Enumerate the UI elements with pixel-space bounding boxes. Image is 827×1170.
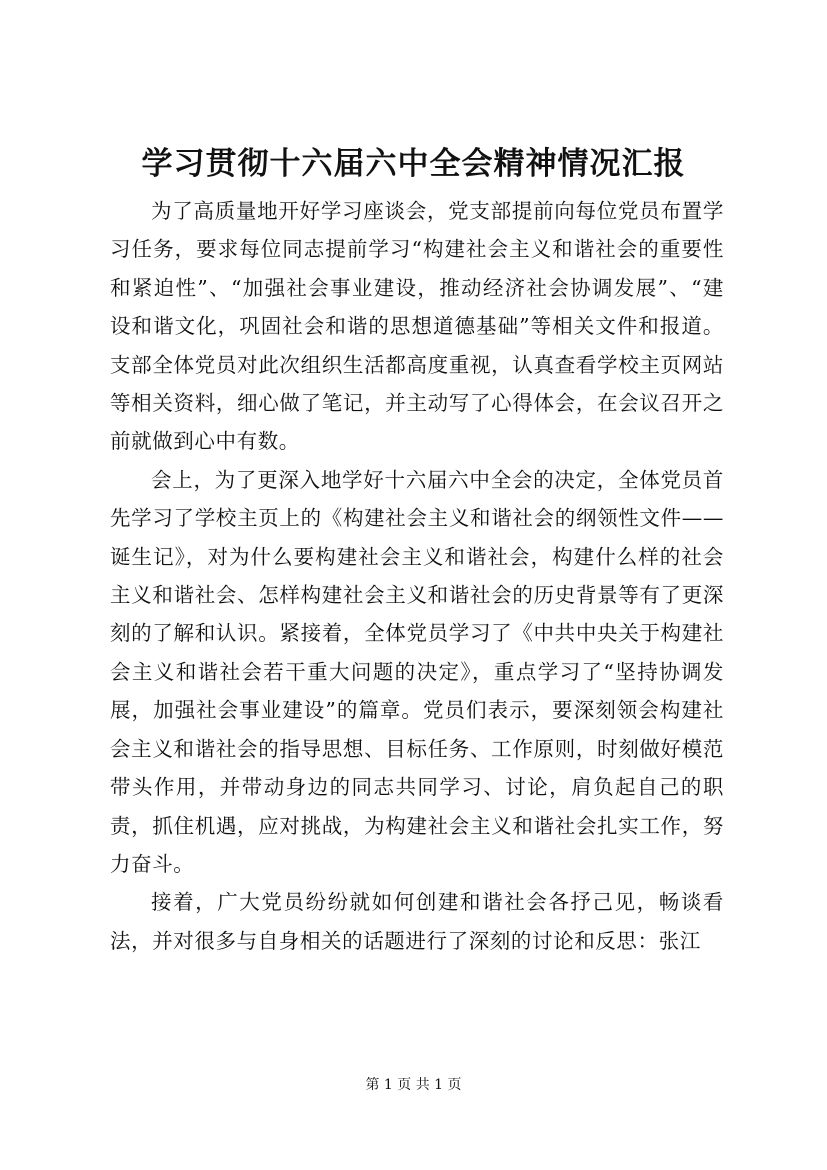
paragraph-1: 为了高质量地开好学习座谈会，党支部提前向每位党员布置学习任务，要求每位同志提前学习“构建社会主义和谐社会的重要性和紧迫性”、“加强社会事业建设，推动经济社会协调发展”、“建设和谐文化，巩固社会和谐的思想道德基础”等相关文件和报道。支部全体党员对此次组织生活都高度重视，认真查看学校主页网站等相关资料，细心做了笔记，并主动写了心得体会，在会议召开之前就做到心中有数。 (110, 199, 724, 454)
paragraph-3: 接着，广大党员纷纷就如何创建和谐社会各抒己见，畅谈看法，并对很多与自身相关的话题进行了深刻的讨论和反思：张江 (110, 890, 724, 953)
document-title: 学习贯彻十六届六中全会精神情况汇报 (141, 146, 686, 182)
paragraph-2: 会上，为了更深入地学好十六届六中全会的决定，全体党员首先学习了学校主页上的《构建社会主义和谐社会的纲领性文件——诞生记》，对为什么要构建社会主义和谐社会，构建什么样的社会主义和谐社会、怎样构建社会主义和谐社会的历史背景等有了更深刻的了解和认识。紧接着，全体党员学习了《中共中央关于构建社会主义和谐社会若干重大问题的决定》，重点学习了“坚持协调发展，加强社会事业建设”的篇章。党员们表示，要深刻领会构建社会主义和谐社会的指导思想、目标任务、工作原则，时刻做好模范带头作用，并带动身边的同志共同学习、讨论，肩负起自己的职责，抓住机遇，应对挑战，为构建社会主义和谐社会扎实工作，努力奋斗。 (110, 467, 724, 876)
document-body (110, 192, 724, 960)
page-footer: 第 1 页 共 1 页 (365, 1077, 462, 1093)
